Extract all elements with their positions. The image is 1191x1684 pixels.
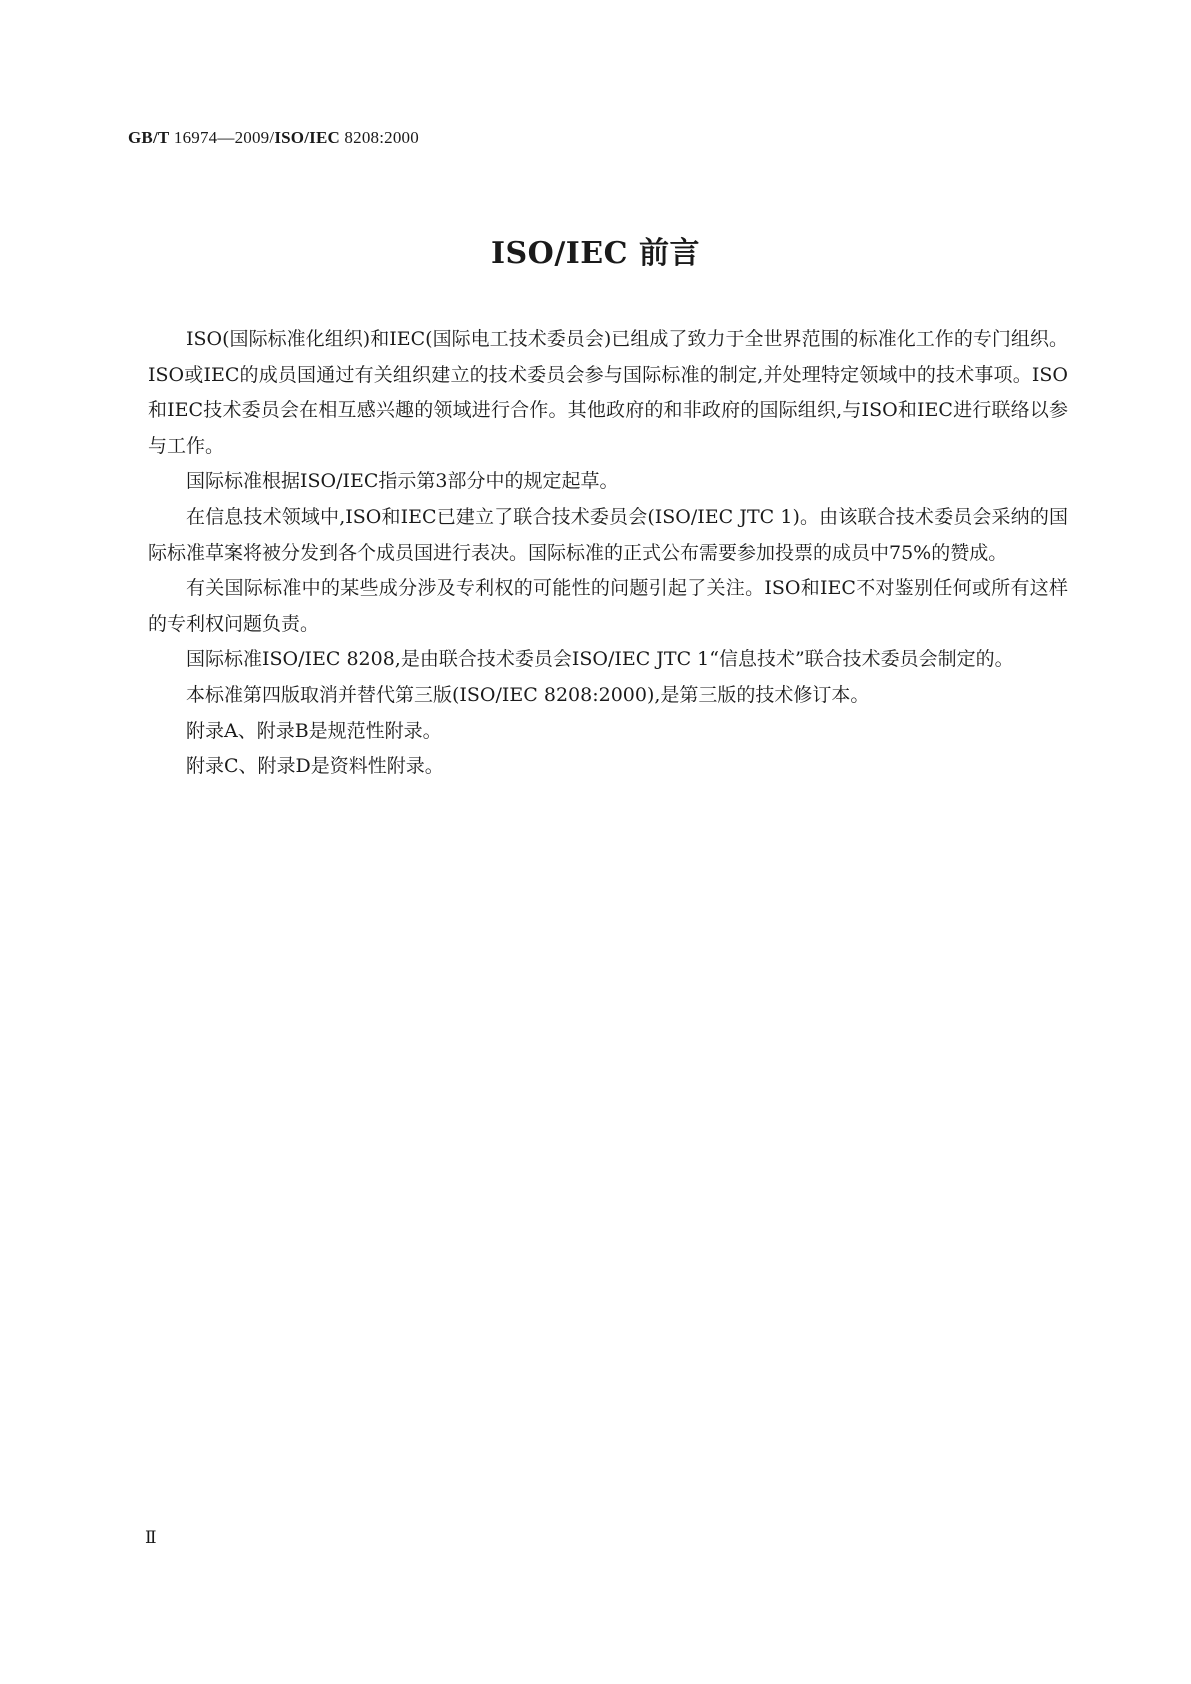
page-header	[128, 128, 419, 148]
header-std-prefix: GB/T	[128, 128, 170, 147]
header-iso-prefix: ISO/IEC	[274, 128, 340, 147]
page-number: Ⅱ	[145, 1528, 157, 1547]
foreword-body	[148, 322, 1068, 785]
paragraph-drafting-rules: 国际标准根据ISO/IEC指示第3部分中的规定起草。	[186, 470, 619, 493]
paragraph-normative-annexes: 附录A、附录B是规范性附录。	[186, 719, 442, 742]
paragraph-prepared-by: 国际标准ISO/IEC 8208,是由联合技术委员会ISO/IEC JTC 1“信息技术”联合技术委员会制定的。	[186, 648, 1014, 671]
paragraph-informative-annexes: 附录C、附录D是资料性附录。	[186, 755, 444, 778]
header-std-number: 16974—2009/	[169, 128, 275, 147]
header-iso-number: 8208:2000	[339, 128, 419, 147]
paragraph-patent-notice: 有关国际标准中的某些成分涉及专利权的可能性的问题引起了关注。ISO和IEC不对鉴别任何或所有这样的专利权问题负责。	[148, 577, 1068, 635]
paragraph-edition: 本标准第四版取消并替代第三版(ISO/IEC 8208:2000),是第三版的技术修订本。	[186, 683, 870, 706]
paragraph-joint-committee: 在信息技术领域中,ISO和IEC已建立了联合技术委员会(ISO/IEC JTC 1)。由该联合技术委员会采纳的国际标准草案将被分发到各个成员国进行表决。国际标准的正式公布需要参加投票的成员中75%的赞成。	[148, 505, 1068, 564]
page-title: ISO/IEC 前言	[490, 236, 700, 271]
paragraph-intro: ISO(国际标准化组织)和IEC(国际电工技术委员会)已组成了致力于全世界范围的标准化工作的专门组织。ISO或IEC的成员国通过有关组织建立的技术委员会参与国际标准的制定,并处理特定领域中的技术事项。ISO和IEC技术委员会在相互感兴趣的领域进行合作。其他政府的和非政府的国际组织,与ISO和IEC进行联络以参与工作。	[148, 328, 1068, 457]
